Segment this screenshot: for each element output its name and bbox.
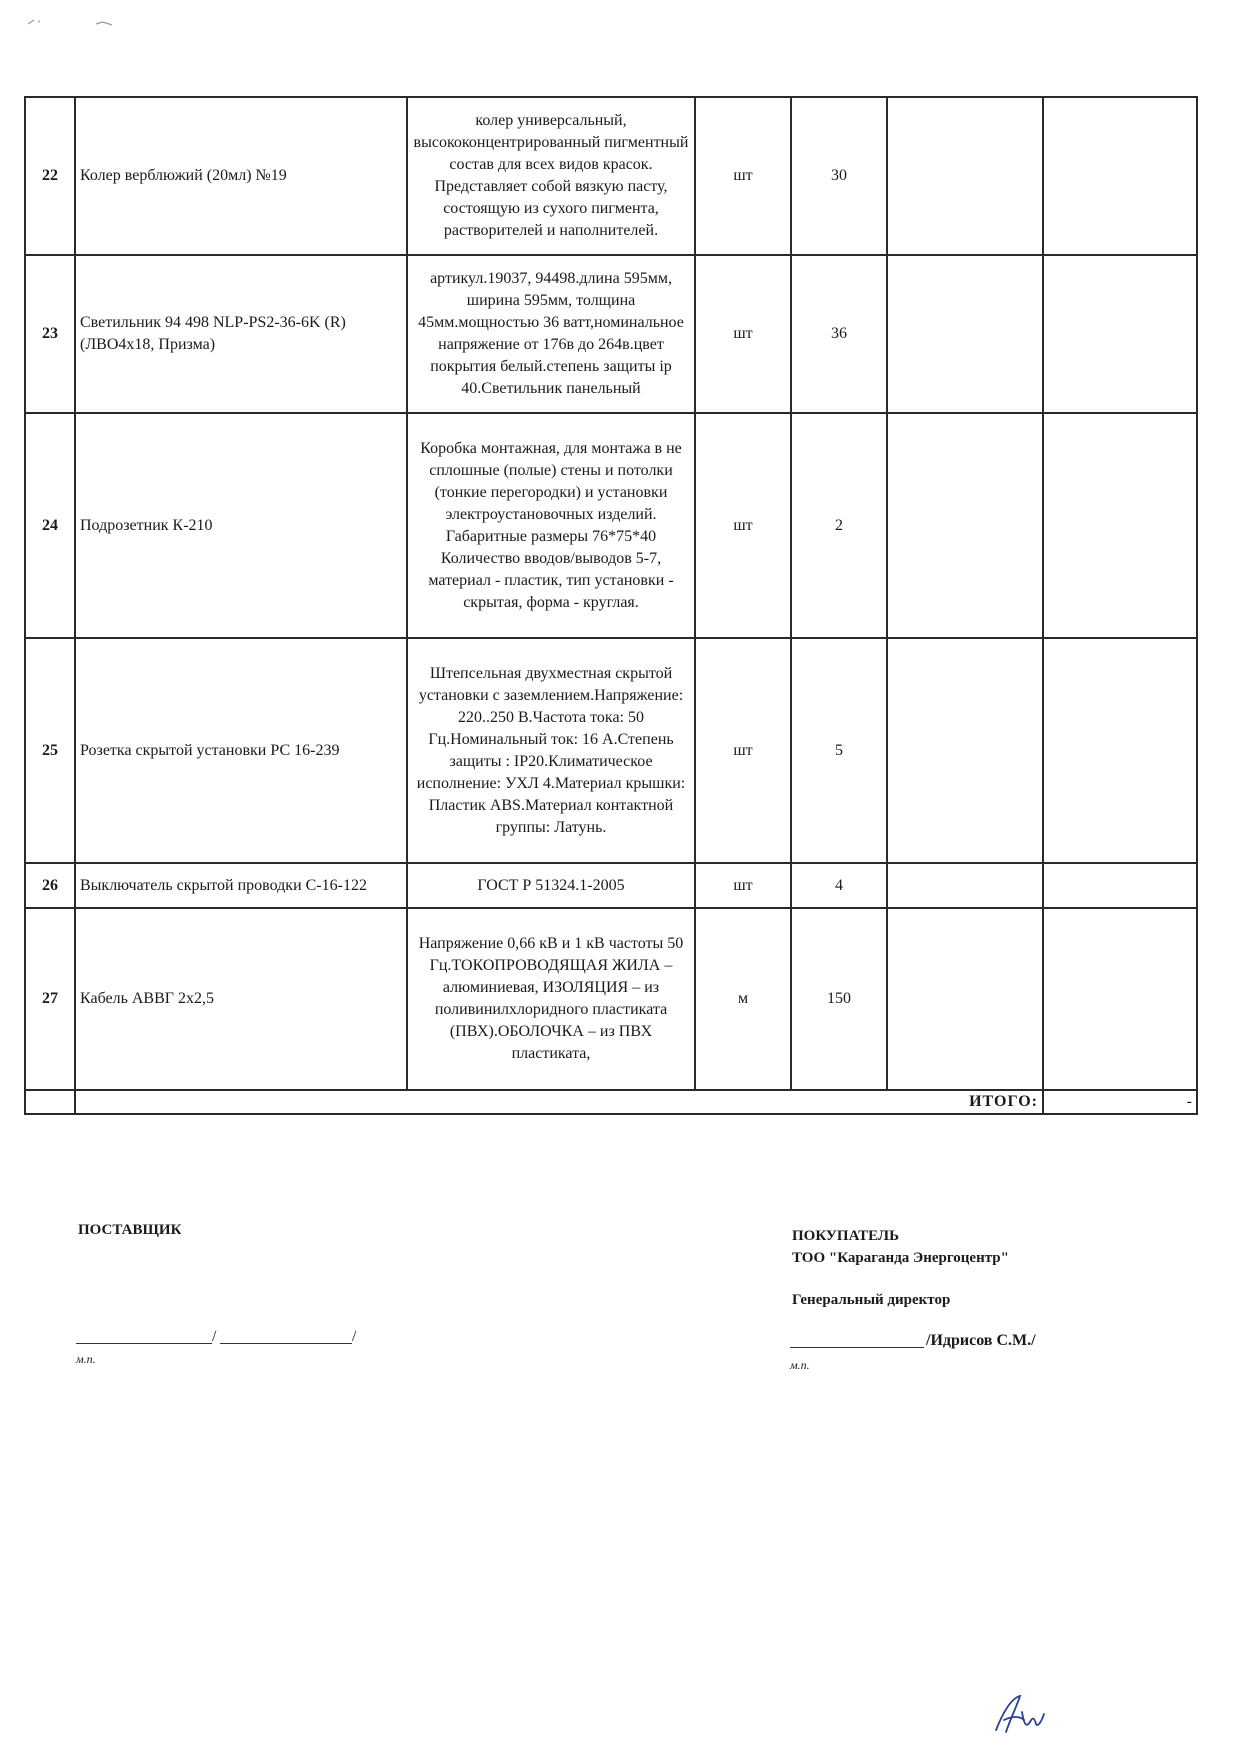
item-description: колер универсальный, высококонцентрированный пигментный состав для всех видов красок. Представляет собой вязкую пасту, состоящую из сухого пигмента, растворителей и наполнителей. bbox=[407, 97, 695, 255]
total-row bbox=[25, 1090, 1197, 1114]
item-unit: м bbox=[695, 908, 791, 1090]
buyer-name: /Идрисов С.М./ bbox=[926, 1332, 1036, 1349]
buyer-signature-line bbox=[790, 1332, 1090, 1352]
item-quantity: 150 bbox=[791, 908, 887, 1090]
table-row bbox=[25, 638, 1197, 863]
item-sum bbox=[1043, 638, 1197, 863]
items-table bbox=[24, 96, 1198, 1115]
table-row bbox=[25, 97, 1197, 255]
line-separator: / bbox=[352, 1328, 357, 1345]
name-blank bbox=[220, 1343, 352, 1344]
item-unit: шт bbox=[695, 638, 791, 863]
item-description: Коробка монтажная, для монтажа в не сплошные (полые) стены и потолки (тонкие перегородки) и установки электроустановочных изделий. Габаритные размеры 76*75*40 Количество вводов/выводов 5-7, материал - пластик, тип установки - скрытая, форма - круглая. bbox=[407, 413, 695, 638]
table-row bbox=[25, 255, 1197, 413]
item-sum bbox=[1043, 97, 1197, 255]
item-unit: шт bbox=[695, 863, 791, 908]
item-sum bbox=[1043, 863, 1197, 908]
item-description: Штепсельная двухместная скрытой установки с заземлением.Напряжение: 220..250 В.Частота тока: 50 Гц.Номинальный ток: 16 А.Степень защиты : IP20.Климатическое исполнение: УХЛ 4.Материал крышки: Пластик ABS.Материал контактной группы: Латунь. bbox=[407, 638, 695, 863]
item-sum bbox=[1043, 908, 1197, 1090]
buyer-organization: ТОО "Караганда Энергоцентр" bbox=[792, 1250, 1009, 1266]
signature-blank bbox=[76, 1343, 212, 1344]
item-quantity: 4 bbox=[791, 863, 887, 908]
total-label: ИТОГО: bbox=[75, 1090, 1043, 1114]
buyer-title: ПОКУПАТЕЛЬ bbox=[792, 1228, 900, 1244]
item-price bbox=[887, 638, 1043, 863]
item-description: артикул.19037, 94498.длина 595мм, ширина 595мм, толщина 45мм.мощностью 36 ватт,номинальное напряжение от 176в до 264в.цвет покрытия белый.степень защиты ip 40.Светильник панельный bbox=[407, 255, 695, 413]
item-quantity: 5 bbox=[791, 638, 887, 863]
item-unit: шт bbox=[695, 255, 791, 413]
table-row bbox=[25, 863, 1197, 908]
row-number: 23 bbox=[25, 255, 75, 413]
total-spacer bbox=[25, 1090, 75, 1114]
item-description: ГОСТ Р 51324.1-2005 bbox=[407, 863, 695, 908]
item-price bbox=[887, 863, 1043, 908]
supplier-title: ПОСТАВЩИК bbox=[78, 1222, 182, 1238]
item-quantity: 36 bbox=[791, 255, 887, 413]
table-row bbox=[25, 908, 1197, 1090]
row-number: 25 bbox=[25, 638, 75, 863]
item-sum bbox=[1043, 413, 1197, 638]
item-name: Выключатель скрытой проводки С-16-122 bbox=[75, 863, 407, 908]
item-price bbox=[887, 908, 1043, 1090]
buyer-stamp-place: м.п. bbox=[790, 1358, 810, 1372]
item-unit: шт bbox=[695, 413, 791, 638]
item-price bbox=[887, 255, 1043, 413]
total-value: - bbox=[1043, 1090, 1197, 1114]
buyer-role: Генеральный директор bbox=[792, 1292, 951, 1308]
item-sum bbox=[1043, 255, 1197, 413]
item-description: Напряжение 0,66 кВ и 1 кВ частоты 50 Гц.ТОКОПРОВОДЯЩАЯ ЖИЛА – алюминиевая, ИЗОЛЯЦИЯ – из поливинилхлоридного пластиката (ПВХ).ОБОЛОЧКА – из ПВХ пластиката, bbox=[407, 908, 695, 1090]
item-name: Светильник 94 498 NLP-PS2-36-6K (R)(ЛВО4х18, Призма) bbox=[75, 255, 407, 413]
table-row bbox=[25, 413, 1197, 638]
line-separator: / bbox=[212, 1328, 217, 1345]
row-number: 22 bbox=[25, 97, 75, 255]
row-number: 24 bbox=[25, 413, 75, 638]
item-price bbox=[887, 97, 1043, 255]
item-name: Подрозетник К-210 bbox=[75, 413, 407, 638]
signature-blank bbox=[790, 1347, 924, 1348]
item-name: Колер верблюжий (20мл) №19 bbox=[75, 97, 407, 255]
handwritten-initials-signature bbox=[990, 1690, 1050, 1740]
row-number: 26 bbox=[25, 863, 75, 908]
item-quantity: 2 bbox=[791, 413, 887, 638]
item-unit: шт bbox=[695, 97, 791, 255]
supplier-signature-line bbox=[76, 1328, 360, 1348]
scan-speck bbox=[26, 10, 116, 30]
row-number: 27 bbox=[25, 908, 75, 1090]
item-name: Розетка скрытой установки РС 16-239 bbox=[75, 638, 407, 863]
supplier-stamp-place: м.п. bbox=[76, 1352, 96, 1366]
item-price bbox=[887, 413, 1043, 638]
item-name: Кабель АВВГ 2х2,5 bbox=[75, 908, 407, 1090]
item-quantity: 30 bbox=[791, 97, 887, 255]
